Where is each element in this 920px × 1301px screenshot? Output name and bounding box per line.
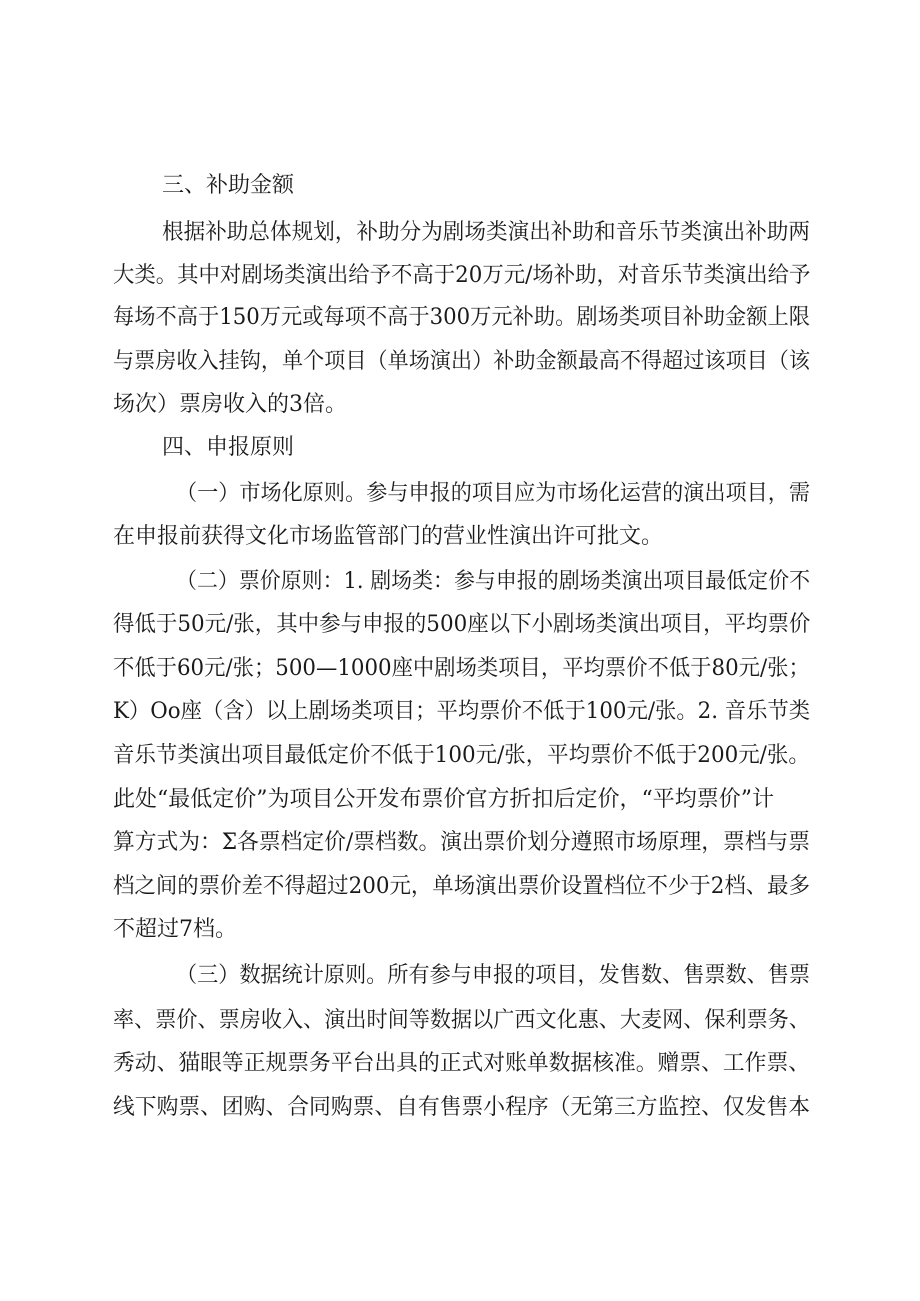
section-heading: 四、申报原则 bbox=[162, 435, 295, 460]
paragraph-line: 档之间的票价差不得超过200元，单场演出票价设置档位不少于2档、最多 bbox=[113, 874, 811, 899]
paragraph-line: 此处“最低定价”为项目公开发布票价官方折扣后定价，“平均票价”计 bbox=[113, 787, 774, 812]
paragraph-line: K）Oo座（含）以上剧场类项目；平均票价不低于100元/张。2. 音乐节类 bbox=[113, 699, 811, 724]
paragraph-line: （三）数据统计原则。所有参与申报的项目，发售数、售票数、售票 bbox=[176, 963, 811, 988]
paragraph-line: 率、票价、票房收入、演出时间等数据以广西文化惠、大麦网、保利票务、 bbox=[113, 1008, 811, 1033]
paragraph-line: （二）票价原则：1. 剧场类：参与申报的剧场类演出项目最低定价不 bbox=[176, 569, 811, 594]
paragraph-line: 每场不高于150万元或每项不高于300万元补助。剧场类项目补助金额上限 bbox=[113, 305, 811, 330]
paragraph-line: 线下购票、团购、合同购票、自有售票小程序（无第三方监控、仅发售本 bbox=[113, 1095, 811, 1120]
paragraph-line: 根据补助总体规划，补助分为剧场类演出补助和音乐节类演出补助两 bbox=[162, 220, 811, 245]
paragraph-line: 不低于60元/张；500—1000座中剧场类项目，平均票价不低于80元/张； bbox=[113, 656, 810, 681]
paragraph-line: （一）市场化原则。参与申报的项目应为市场化运营的演出项目，需 bbox=[176, 481, 811, 506]
paragraph-line: 与票房收入挂钩，单个项目（单场演出）补助金额最高不得超过该项目（该 bbox=[113, 349, 811, 374]
paragraph-line: 算方式为：Σ各票档定价/票档数。演出票价划分遵照市场原理，票档与票 bbox=[113, 830, 811, 855]
paragraph-line: 场次）票房收入的3倍。 bbox=[113, 392, 347, 417]
paragraph-line: 秀动、猫眼等正规票务平台出具的正式对账单数据核准。赠票、工作票、 bbox=[113, 1051, 811, 1076]
paragraph-line: 得低于50元/张，其中参与申报的500座以下小剧场类演出项目，平均票价 bbox=[113, 612, 811, 637]
paragraph-line: 不超过7档。 bbox=[113, 917, 237, 942]
paragraph-line: 音乐节类演出项目最低定价不低于100元/张，平均票价不低于200元/张。 bbox=[113, 743, 810, 768]
section-heading: 三、补助金额 bbox=[162, 173, 295, 198]
paragraph-line: 大类。其中对剧场类演出给予不高于20万元/场补助，对音乐节类演出给予 bbox=[113, 263, 811, 288]
paragraph-line: 在申报前获得文化市场监管部门的营业性演出许可批文。 bbox=[113, 524, 664, 549]
